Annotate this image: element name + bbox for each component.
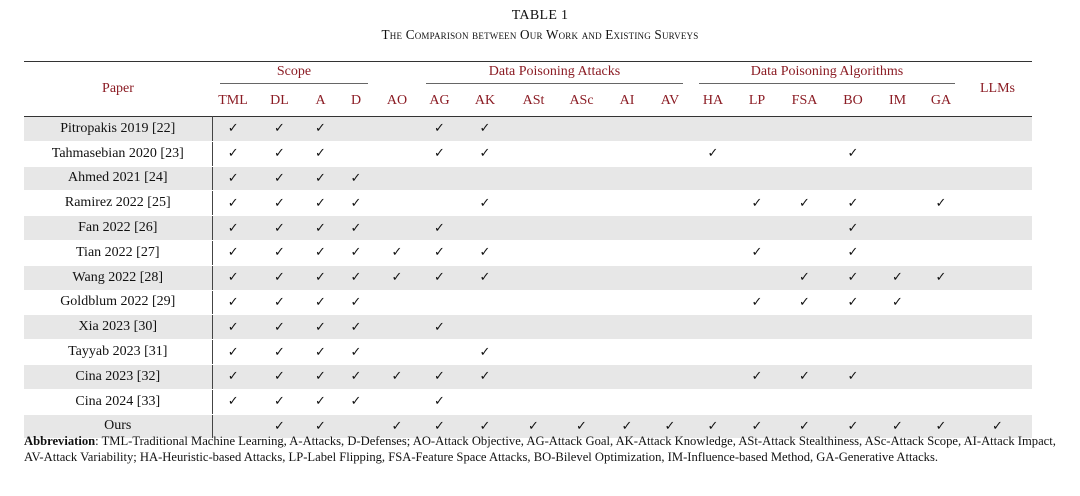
checkmark-icon: ✓	[779, 191, 830, 216]
empty-cell	[558, 117, 605, 142]
empty-cell	[963, 389, 1032, 414]
empty-cell	[779, 216, 830, 241]
empty-cell	[691, 265, 735, 290]
empty-cell	[605, 315, 649, 340]
empty-cell	[649, 389, 691, 414]
checkmark-icon: ✓	[919, 414, 963, 439]
empty-cell	[336, 117, 376, 142]
checkmark-icon: ✓	[336, 389, 376, 414]
table-body	[24, 117, 1032, 439]
empty-cell	[963, 216, 1032, 241]
row-paper-name: Cina 2024 [33]	[24, 389, 212, 414]
checkmark-icon: ✓	[830, 265, 876, 290]
empty-cell	[919, 166, 963, 191]
empty-cell	[919, 290, 963, 315]
empty-cell	[735, 265, 779, 290]
checkmark-icon: ✓	[779, 414, 830, 439]
empty-cell	[558, 191, 605, 216]
empty-cell	[691, 290, 735, 315]
checkmark-icon: ✓	[212, 364, 254, 389]
empty-cell	[509, 389, 558, 414]
checkmark-icon: ✓	[212, 265, 254, 290]
checkmark-icon: ✓	[418, 216, 461, 241]
empty-cell	[376, 389, 418, 414]
empty-cell	[605, 117, 649, 142]
empty-cell	[779, 141, 830, 166]
empty-cell	[605, 216, 649, 241]
checkmark-icon: ✓	[305, 389, 336, 414]
empty-cell	[779, 240, 830, 265]
empty-cell	[605, 141, 649, 166]
table-row	[24, 265, 1032, 290]
empty-cell	[919, 364, 963, 389]
checkmark-icon: ✓	[212, 191, 254, 216]
empty-cell	[558, 265, 605, 290]
empty-cell	[605, 265, 649, 290]
header-col-dl: DL	[270, 93, 289, 108]
checkmark-icon: ✓	[305, 340, 336, 365]
row-paper-name: Cina 2023 [32]	[24, 364, 212, 389]
checkmark-icon: ✓	[376, 265, 418, 290]
checkmark-icon: ✓	[305, 141, 336, 166]
empty-cell	[418, 340, 461, 365]
empty-cell	[963, 166, 1032, 191]
checkmark-icon: ✓	[305, 166, 336, 191]
empty-cell	[919, 315, 963, 340]
empty-cell	[558, 166, 605, 191]
empty-cell	[691, 117, 735, 142]
empty-cell	[376, 290, 418, 315]
empty-cell	[691, 364, 735, 389]
empty-cell	[735, 117, 779, 142]
checkmark-icon: ✓	[305, 216, 336, 241]
row-paper-name: Tayyab 2023 [31]	[24, 340, 212, 365]
table-row	[24, 364, 1032, 389]
row-paper-name: Xia 2023 [30]	[24, 315, 212, 340]
empty-cell	[691, 191, 735, 216]
checkmark-icon: ✓	[830, 364, 876, 389]
empty-cell	[691, 340, 735, 365]
table-row	[24, 389, 1032, 414]
empty-cell	[376, 166, 418, 191]
checkmark-icon: ✓	[336, 340, 376, 365]
empty-cell	[605, 240, 649, 265]
row-paper-name: Tahmasebian 2020 [23]	[24, 141, 212, 166]
empty-cell	[830, 117, 876, 142]
empty-cell	[779, 166, 830, 191]
empty-cell	[509, 141, 558, 166]
checkmark-icon: ✓	[305, 191, 336, 216]
empty-cell	[376, 315, 418, 340]
header-col-ao: AO	[386, 93, 408, 108]
empty-cell	[876, 117, 919, 142]
empty-cell	[509, 216, 558, 241]
header-col-ai: AI	[619, 93, 635, 108]
checkmark-icon: ✓	[305, 290, 336, 315]
empty-cell	[919, 117, 963, 142]
checkmark-icon: ✓	[876, 290, 919, 315]
checkmark-icon: ✓	[735, 414, 779, 439]
empty-cell	[649, 364, 691, 389]
checkmark-icon: ✓	[254, 191, 305, 216]
checkmark-icon: ✓	[212, 340, 254, 365]
checkmark-icon: ✓	[254, 340, 305, 365]
checkmark-icon: ✓	[305, 265, 336, 290]
header-col-d: D	[350, 93, 362, 108]
checkmark-icon: ✓	[779, 265, 830, 290]
empty-cell	[963, 364, 1032, 389]
checkmark-icon: ✓	[418, 389, 461, 414]
checkmark-icon: ✓	[376, 364, 418, 389]
checkmark-icon: ✓	[305, 117, 336, 142]
empty-cell	[509, 117, 558, 142]
checkmark-icon: ✓	[649, 414, 691, 439]
empty-cell	[558, 315, 605, 340]
empty-cell	[558, 216, 605, 241]
empty-cell	[876, 364, 919, 389]
checkmark-icon: ✓	[336, 265, 376, 290]
empty-cell	[919, 141, 963, 166]
checkmark-icon: ✓	[605, 414, 649, 439]
header-paper: Paper	[102, 81, 134, 96]
checkmark-icon: ✓	[963, 414, 1032, 439]
table-row	[24, 216, 1032, 241]
empty-cell	[558, 389, 605, 414]
empty-cell	[649, 141, 691, 166]
header-col-fsa: FSA	[791, 93, 818, 108]
row-paper-name: Ramirez 2022 [25]	[24, 191, 212, 216]
checkmark-icon: ✓	[336, 216, 376, 241]
checkmark-icon: ✓	[305, 364, 336, 389]
empty-cell	[830, 340, 876, 365]
checkmark-icon: ✓	[735, 290, 779, 315]
empty-cell	[649, 216, 691, 241]
empty-cell	[779, 389, 830, 414]
checkmark-icon: ✓	[779, 290, 830, 315]
empty-cell	[919, 216, 963, 241]
header-col-lp: LP	[748, 93, 766, 108]
empty-cell	[509, 315, 558, 340]
empty-cell	[605, 166, 649, 191]
checkmark-icon: ✓	[919, 265, 963, 290]
header-col-ast: ASt	[522, 93, 545, 108]
empty-cell	[779, 340, 830, 365]
table-row	[24, 166, 1032, 191]
empty-cell	[735, 166, 779, 191]
empty-cell	[605, 364, 649, 389]
empty-cell	[649, 340, 691, 365]
empty-cell	[376, 216, 418, 241]
abbreviation-text: : TML-Traditional Machine Learning, A-Attacks, D-Defenses; AO-Attack Objective, AG-Attack Goal, AK-Attack Knowledge, ASt-Attack Stealthiness, ASc-Attack Scope, AI-Attack Impact, AV-Attack Variability; HA-Heuristic-based Attacks, LP-Label Flipping, FSA-Feature Space Attacks, BO-Bilevel Optimization, IM-Influence-based Method, GA-Generative Attacks.	[24, 434, 1056, 464]
empty-cell	[461, 290, 509, 315]
checkmark-icon: ✓	[461, 191, 509, 216]
header-col-asc: ASc	[569, 93, 594, 108]
checkmark-icon: ✓	[305, 414, 336, 439]
checkmark-icon: ✓	[830, 240, 876, 265]
empty-cell	[963, 340, 1032, 365]
checkmark-icon: ✓	[418, 141, 461, 166]
checkmark-icon: ✓	[830, 191, 876, 216]
empty-cell	[509, 191, 558, 216]
checkmark-icon: ✓	[876, 414, 919, 439]
checkmark-icon: ✓	[305, 240, 336, 265]
checkmark-icon: ✓	[418, 414, 461, 439]
checkmark-icon: ✓	[254, 389, 305, 414]
empty-cell	[691, 315, 735, 340]
empty-cell	[735, 340, 779, 365]
checkmark-icon: ✓	[418, 364, 461, 389]
empty-cell	[418, 191, 461, 216]
checkmark-icon: ✓	[461, 364, 509, 389]
checkmark-icon: ✓	[735, 240, 779, 265]
empty-cell	[735, 141, 779, 166]
empty-cell	[649, 265, 691, 290]
checkmark-icon: ✓	[461, 414, 509, 439]
empty-cell	[558, 240, 605, 265]
checkmark-icon: ✓	[336, 290, 376, 315]
empty-cell	[735, 315, 779, 340]
header-col-im: IM	[888, 93, 907, 108]
empty-cell	[376, 191, 418, 216]
checkmark-icon: ✓	[691, 414, 735, 439]
empty-cell	[605, 389, 649, 414]
checkmark-icon: ✓	[254, 315, 305, 340]
empty-cell	[649, 315, 691, 340]
row-paper-name: Fan 2022 [26]	[24, 216, 212, 241]
header-col-ga: GA	[930, 93, 952, 108]
header-group-scope: Scope	[220, 64, 368, 84]
empty-cell	[461, 216, 509, 241]
empty-cell	[461, 166, 509, 191]
row-paper-name: Pitropakis 2019 [22]	[24, 117, 212, 142]
checkmark-icon: ✓	[212, 216, 254, 241]
row-paper-name: Goldblum 2022 [29]	[24, 290, 212, 315]
empty-cell	[963, 240, 1032, 265]
abbreviation-note	[24, 433, 1056, 465]
header-col-tml: TML	[218, 93, 248, 108]
empty-cell	[461, 389, 509, 414]
checkmark-icon: ✓	[830, 216, 876, 241]
empty-cell	[919, 340, 963, 365]
table-row	[24, 191, 1032, 216]
row-paper-name: Ours	[24, 414, 212, 439]
checkmark-icon: ✓	[254, 240, 305, 265]
checkmark-icon: ✓	[336, 166, 376, 191]
empty-cell	[963, 265, 1032, 290]
empty-cell	[876, 389, 919, 414]
empty-cell	[418, 290, 461, 315]
checkmark-icon: ✓	[254, 141, 305, 166]
checkmark-icon: ✓	[254, 117, 305, 142]
empty-cell	[919, 389, 963, 414]
table-row	[24, 141, 1032, 166]
checkmark-icon: ✓	[305, 315, 336, 340]
header-col-bo: BO	[843, 93, 863, 108]
checkmark-icon: ✓	[876, 265, 919, 290]
checkmark-icon: ✓	[254, 414, 305, 439]
table-title: The Comparison between Our Work and Existing Surveys	[381, 27, 699, 42]
table-row	[24, 315, 1032, 340]
empty-cell	[376, 340, 418, 365]
empty-cell	[509, 265, 558, 290]
checkmark-icon: ✓	[461, 117, 509, 142]
empty-cell	[461, 315, 509, 340]
empty-cell	[779, 117, 830, 142]
empty-cell	[876, 141, 919, 166]
header-col-a: A	[315, 93, 326, 108]
empty-cell	[963, 141, 1032, 166]
empty-cell	[509, 166, 558, 191]
empty-cell	[509, 290, 558, 315]
empty-cell	[376, 117, 418, 142]
empty-cell	[558, 340, 605, 365]
empty-cell	[963, 290, 1032, 315]
empty-cell	[830, 166, 876, 191]
table-row	[24, 240, 1032, 265]
checkmark-icon: ✓	[212, 389, 254, 414]
row-paper-name: Ahmed 2021 [24]	[24, 166, 212, 191]
empty-cell	[735, 389, 779, 414]
checkmark-icon: ✓	[461, 240, 509, 265]
empty-cell	[830, 389, 876, 414]
empty-cell	[376, 141, 418, 166]
empty-cell	[876, 240, 919, 265]
empty-cell	[691, 216, 735, 241]
empty-cell	[691, 240, 735, 265]
checkmark-icon: ✓	[735, 364, 779, 389]
checkmark-icon: ✓	[779, 364, 830, 389]
empty-cell	[558, 364, 605, 389]
abbreviation-label: Abbreviation	[24, 434, 96, 448]
header-col-av: AV	[660, 93, 680, 108]
checkmark-icon: ✓	[212, 141, 254, 166]
header-llms: LLMs	[980, 81, 1015, 96]
checkmark-icon: ✓	[376, 240, 418, 265]
checkmark-icon: ✓	[212, 315, 254, 340]
checkmark-icon: ✓	[558, 414, 605, 439]
checkmark-icon: ✓	[830, 141, 876, 166]
empty-cell	[336, 141, 376, 166]
checkmark-icon: ✓	[336, 191, 376, 216]
checkmark-icon: ✓	[254, 265, 305, 290]
checkmark-icon: ✓	[418, 315, 461, 340]
header-col-ha: HA	[702, 93, 724, 108]
checkmark-icon: ✓	[461, 265, 509, 290]
empty-cell	[963, 117, 1032, 142]
empty-cell	[605, 340, 649, 365]
empty-cell	[876, 216, 919, 241]
empty-cell	[876, 191, 919, 216]
empty-cell	[649, 117, 691, 142]
header-col-ak: AK	[474, 93, 496, 108]
table-row	[24, 117, 1032, 142]
checkmark-icon: ✓	[418, 117, 461, 142]
checkmark-icon: ✓	[336, 364, 376, 389]
empty-cell	[509, 240, 558, 265]
header-group-algorithms: Data Poisoning Algorithms	[699, 64, 955, 84]
checkmark-icon: ✓	[735, 191, 779, 216]
checkmark-icon: ✓	[376, 414, 418, 439]
empty-cell	[558, 141, 605, 166]
checkmark-icon: ✓	[830, 290, 876, 315]
header-col-ag: AG	[429, 93, 450, 108]
checkmark-icon: ✓	[830, 414, 876, 439]
empty-cell	[509, 364, 558, 389]
empty-cell	[691, 166, 735, 191]
row-paper-name: Wang 2022 [28]	[24, 265, 212, 290]
checkmark-icon: ✓	[336, 240, 376, 265]
empty-cell	[605, 290, 649, 315]
table-row	[24, 290, 1032, 315]
table-row	[24, 340, 1032, 365]
checkmark-icon: ✓	[691, 141, 735, 166]
empty-cell	[963, 191, 1032, 216]
checkmark-icon: ✓	[254, 290, 305, 315]
empty-cell	[876, 340, 919, 365]
checkmark-icon: ✓	[212, 290, 254, 315]
checkmark-icon: ✓	[919, 191, 963, 216]
table-number: TABLE 1	[511, 8, 569, 23]
header-group-attacks: Data Poisoning Attacks	[426, 64, 683, 84]
empty-cell	[649, 240, 691, 265]
checkmark-icon: ✓	[254, 364, 305, 389]
checkmark-icon: ✓	[461, 141, 509, 166]
empty-cell	[963, 315, 1032, 340]
empty-cell	[876, 166, 919, 191]
checkmark-icon: ✓	[509, 414, 558, 439]
empty-cell	[876, 315, 919, 340]
checkmark-icon: ✓	[254, 216, 305, 241]
empty-cell	[509, 340, 558, 365]
checkmark-icon: ✓	[461, 340, 509, 365]
checkmark-icon: ✓	[212, 240, 254, 265]
checkmark-icon: ✓	[418, 240, 461, 265]
checkmark-icon: ✓	[336, 315, 376, 340]
empty-cell	[735, 216, 779, 241]
empty-cell	[649, 166, 691, 191]
empty-cell	[691, 389, 735, 414]
checkmark-icon: ✓	[212, 166, 254, 191]
empty-cell	[779, 315, 830, 340]
checkmark-icon: ✓	[212, 117, 254, 142]
row-paper-name: Tian 2022 [27]	[24, 240, 212, 265]
empty-cell	[418, 166, 461, 191]
empty-cell	[649, 191, 691, 216]
empty-cell	[558, 290, 605, 315]
empty-cell	[649, 290, 691, 315]
empty-cell	[919, 240, 963, 265]
empty-cell	[605, 191, 649, 216]
checkmark-icon: ✓	[254, 166, 305, 191]
checkmark-icon: ✓	[418, 265, 461, 290]
empty-cell	[830, 315, 876, 340]
comparison-table	[24, 61, 1032, 439]
